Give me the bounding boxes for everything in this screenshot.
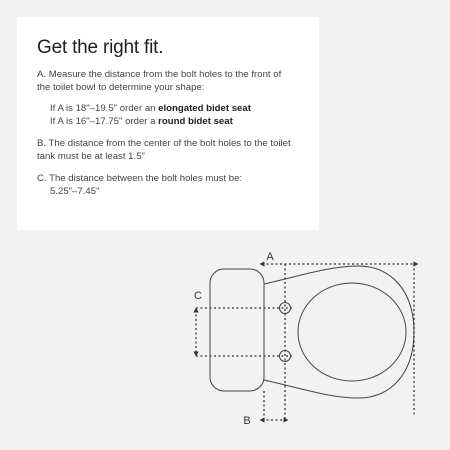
elongated-seat-label: elongated bidet seat bbox=[158, 103, 251, 114]
round-seat-label: round bidet seat bbox=[158, 115, 233, 127]
page-title: Get the right fit. bbox=[37, 37, 164, 58]
bolt-hole-top bbox=[280, 303, 291, 314]
dimension-a-label: A bbox=[266, 251, 274, 263]
step-a-line1-prefix: If A is 18"–19.5" order an bbox=[50, 103, 159, 114]
step-b-text: B. The distance from the center of the bolt holes to the toilet tank must be at least 1.5" bbox=[37, 138, 291, 162]
seat-outer-outline bbox=[264, 266, 414, 398]
step-c-text: C. The distance between the bolt holes must be: bbox=[37, 173, 243, 184]
step-c-range: 5.25"–7.45" bbox=[50, 185, 100, 197]
dimension-c-label: C bbox=[194, 290, 202, 302]
step-a-line2-prefix: If A is 16"–17.75" order a bbox=[50, 115, 159, 127]
step-a-text: A. Measure the distance from the bolt holes to the front of the toilet bowl to determine your shape: bbox=[37, 69, 282, 93]
toilet-tank-shape bbox=[210, 269, 264, 391]
dimension-b-label: B bbox=[243, 415, 251, 427]
seat-inner-opening bbox=[298, 283, 406, 381]
